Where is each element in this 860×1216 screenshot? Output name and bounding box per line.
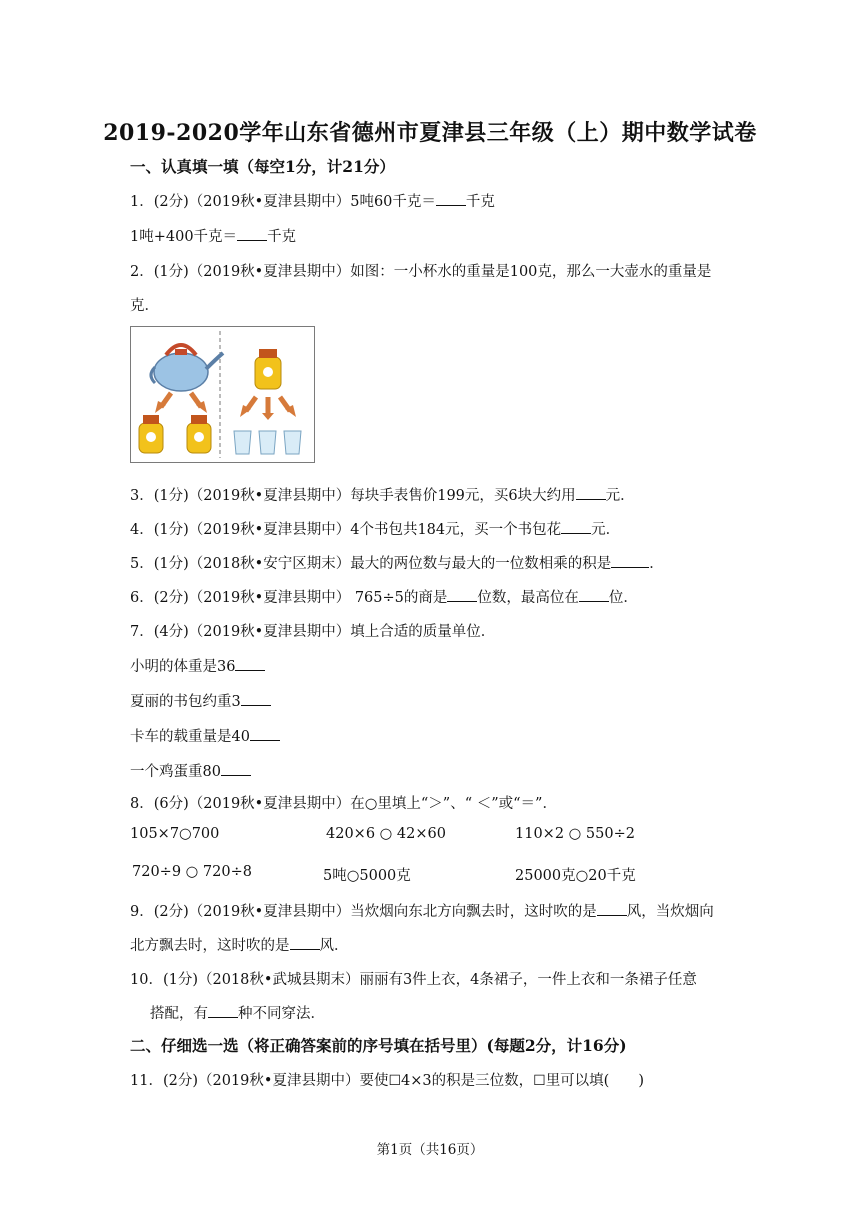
unit-text: 千克	[267, 229, 297, 245]
answer-blank	[576, 485, 606, 500]
question-11	[130, 1069, 644, 1090]
question-6-mid: 位数，最高位在	[477, 590, 579, 606]
question-7: 7．(4分)（2019秋•夏津县期中）填上合适的质量单位．	[130, 624, 496, 640]
unit-text: 风．	[319, 938, 349, 954]
question-9-mid: 风，当炊烟向	[626, 904, 714, 920]
question-3-text: 3．(1分)（2019秋•夏津县期中）每块手表售价199元，买6块大约用	[130, 488, 576, 504]
answer-blank	[447, 587, 477, 602]
question-5	[130, 552, 664, 573]
answer-blank	[250, 726, 280, 741]
answer-blank	[436, 191, 466, 206]
unit-text: 千克	[465, 194, 495, 210]
question-7-item	[130, 690, 271, 711]
jug-icon	[255, 349, 281, 389]
question-6-text: 6．(2分)（2019秋•夏津县期中） 765÷5的商是	[130, 590, 448, 606]
answer-blank	[221, 761, 251, 776]
answer-blank	[611, 553, 649, 568]
question-8: 8．(6分)（2019秋•夏津县期中）在○里填上“＞”、“ ＜”或“＝”．	[130, 796, 557, 812]
question-10b	[150, 1002, 325, 1023]
empty-box-icon: ☐	[388, 1073, 402, 1089]
question-3	[130, 484, 635, 505]
answer-blank	[208, 1003, 238, 1018]
page-title: 2019-2020学年山东省德州市夏津县三年级（上）期中数学试卷	[103, 120, 757, 146]
question-1a-text: 1．(2分)（2019秋•夏津县期中）5吨60千克＝	[130, 194, 436, 210]
question-10b-end: 种不同穿法．	[238, 1006, 325, 1022]
compare-item: 105×7○700	[130, 826, 220, 842]
compare-item: 25000克○20千克	[515, 868, 636, 884]
answer-blank	[597, 901, 627, 916]
compare-item: 420×6 ○ 42×60	[326, 826, 446, 842]
question-7-item	[130, 655, 265, 676]
item-text: 一个鸡蛋重80	[130, 764, 221, 780]
answer-blank	[235, 656, 265, 671]
question-10a: 10．(1分)（2018秋•武城县期末）丽丽有3件上衣，4条裙子，一件上衣和一条裙子任意	[130, 972, 697, 988]
answer-blank	[241, 691, 271, 706]
question-9-text: 9．(2分)（2019秋•夏津县期中）当炊烟向东北方向飘去时，这时吹的是	[130, 904, 597, 920]
jug-icon	[139, 415, 163, 453]
jug-icon	[187, 415, 211, 453]
question-4	[130, 518, 620, 539]
answer-blank	[237, 226, 267, 241]
question-7-item	[130, 760, 251, 781]
question-2b: 克．	[130, 298, 159, 314]
compare-item: 720÷9 ○ 720÷8	[132, 864, 252, 880]
kettle-cups-figure	[130, 326, 315, 463]
page-footer: 第1页（共16页）	[376, 1142, 484, 1158]
question-9b-text: 北方飘去时，这时吹的是	[130, 938, 290, 954]
question-5-text: 5．(1分)（2018秋•安宁区期末）最大的两位数与最大的一位数相乘的积是	[130, 556, 612, 572]
item-text: 夏丽的书包约重3	[130, 694, 241, 710]
question-4-text: 4．(1分)（2019秋•夏津县期中）4个书包共184元，买一个书包花	[130, 522, 562, 538]
item-text: 小明的体重是36	[130, 659, 236, 675]
section-1-heading: 一、认真填一填（每空1分，计21分）	[130, 157, 395, 176]
question-11-end: 里可以填( )	[545, 1073, 645, 1089]
section-2-heading: 二、仔细选一选（将正确答案前的序号填在括号里）(每题2分，计16分)	[130, 1036, 627, 1055]
question-6	[130, 586, 638, 607]
answer-blank	[579, 587, 609, 602]
punctuation: ．	[649, 556, 664, 572]
answer-blank	[290, 935, 320, 950]
question-1a	[130, 190, 495, 211]
item-text: 卡车的载重量是40	[130, 729, 250, 745]
question-9b	[130, 934, 349, 955]
question-10b-text: 搭配，有	[150, 1006, 208, 1022]
cup-icon	[259, 431, 276, 454]
cup-icon	[284, 431, 301, 454]
question-7-item	[130, 725, 280, 746]
question-11-mid: 4×3的积是三位数，	[401, 1073, 534, 1089]
unit-text: 元．	[605, 488, 635, 504]
question-1b-text: 1吨+400千克＝	[130, 229, 238, 245]
unit-text: 位．	[608, 590, 638, 606]
kettle-icon	[151, 345, 223, 391]
question-9a	[130, 900, 714, 921]
compare-item: 110×2 ○ 550÷2	[515, 826, 635, 842]
empty-box-icon: ☐	[533, 1073, 546, 1089]
answer-blank	[561, 519, 591, 534]
question-1b	[130, 225, 296, 246]
cup-icon	[234, 431, 251, 454]
question-11-text: 11．(2分)（2019秋•夏津县期中）要使	[130, 1073, 389, 1089]
question-2a: 2．(1分)（2019秋•夏津县期中）如图：一小杯水的重量是100克，那么一大壶水的重量是	[130, 264, 712, 280]
unit-text: 元．	[591, 522, 621, 538]
compare-item: 5吨○5000克	[323, 868, 411, 884]
